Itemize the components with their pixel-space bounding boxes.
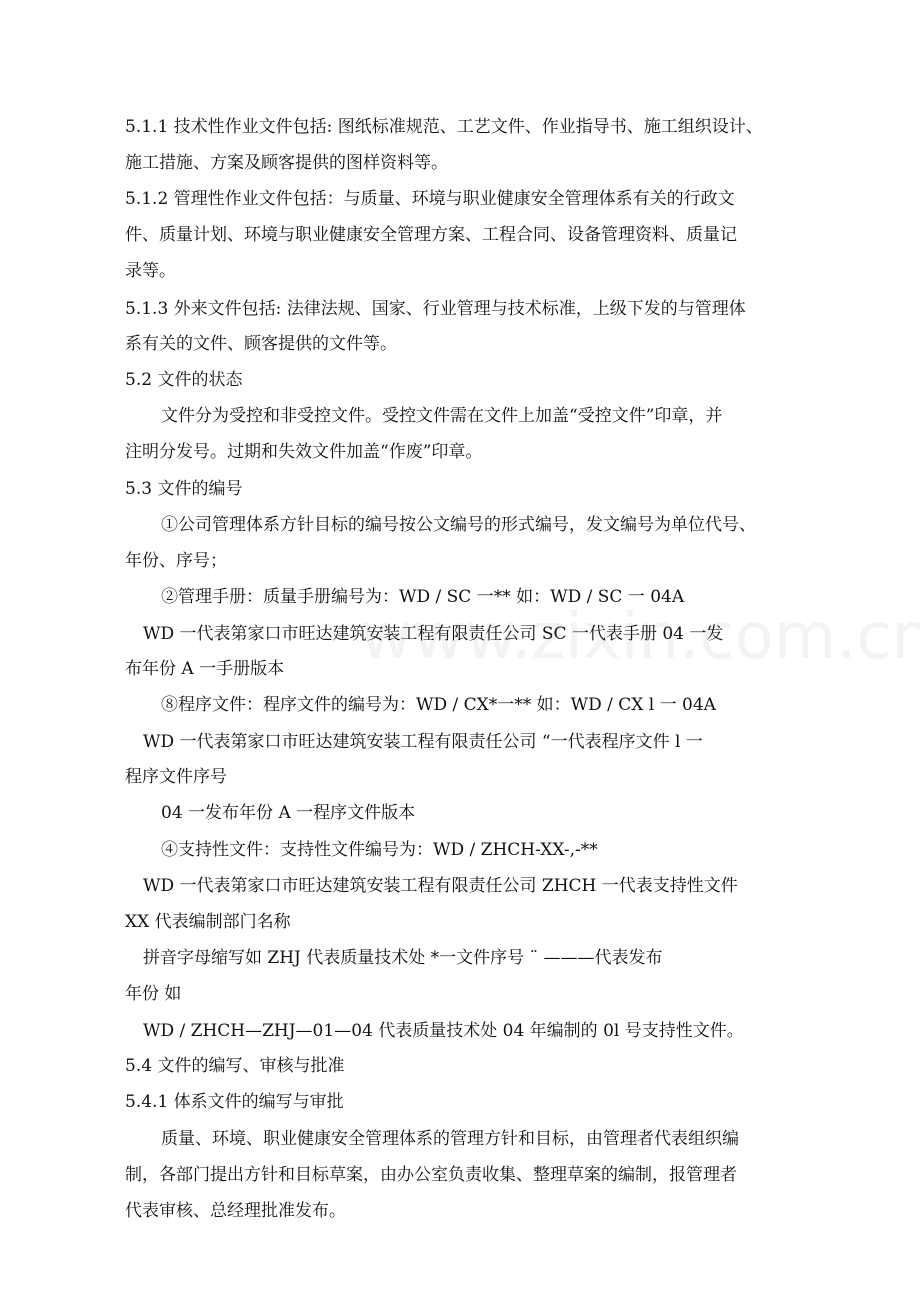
text-line: XX 代表编制部门名称 (125, 912, 291, 932)
section-heading: 5.2 文件的状态 (125, 370, 243, 390)
text-line: ①公司管理体系方针目标的编号按公文编号的形式编号，发文编号为单位代号、 (161, 515, 756, 535)
text-line: 注明分发号。过期和失效文件加盖“作废”印章。 (125, 442, 483, 462)
section-heading: 5.4 文件的编写、审核与批准 (125, 1056, 345, 1076)
section-heading: 5.3 文件的编号 (125, 479, 243, 499)
text-line: 5.1.1 技术性作业文件包括: 图纸标准规范、工艺文件、作业指导书、施工组织设计、 (125, 117, 763, 137)
text-line: ⑧程序文件：程序文件的编号为：WD / CX*一** 如：WD / CX l 一 04A (161, 695, 716, 715)
text-line: 代表审核、总经理批准发布。 (125, 1201, 346, 1221)
text-line: WD 一代表第家口市旺达建筑安装工程有限责任公司 ZHCH 一代表支持性文件 (143, 876, 738, 896)
text-line: 系有关的文件、顾客提供的文件等。 (125, 334, 397, 354)
text-line: WD / ZHCH—ZHJ—01—04 代表质量技术处 04 年编制的 0l 号支持性文件。 (143, 1021, 744, 1041)
text-line: 质量、环境、职业健康安全管理体系的管理方针和目标，由管理者代表组织编 (161, 1129, 739, 1149)
text-line: 程序文件序号 (125, 767, 227, 787)
text-line: 制，各部门提出方针和目标草案，由办公室负责收集、整理草案的编制，报管理者 (125, 1165, 737, 1185)
text-line: 5.1.2 管理性作业文件包括：与质量、环境与职业健康安全管理体系有关的行政文 (125, 189, 735, 209)
text-line: 文件分为受控和非受控文件。受控文件需在文件上加盖“受控文件”印章，并 (161, 406, 723, 426)
text-line: 布年份 A 一手册版本 (125, 659, 285, 679)
text-line: ④支持性文件：支持性文件编号为：WD / ZHCH-XX-,-** (161, 840, 598, 860)
text-line: WD 一代表第家口市旺达建筑安装工程有限责任公司 SC 一代表手册 04 一发 (143, 624, 724, 644)
text-line: 04 一发布年份 A 一程序文件版本 (161, 803, 416, 823)
text-line: 拼音字母缩写如 ZHJ 代表质量技术处 *一文件序号 ¨ ———代表发布 (143, 948, 663, 968)
text-line: WD 一代表第家口市旺达建筑安装工程有限责任公司 “一代表程序文件 l 一 (143, 732, 703, 752)
section-heading: 5.4.1 体系文件的编写与审批 (125, 1092, 344, 1112)
text-line: ②管理手册：质量手册编号为：WD / SC 一** 如：WD / SC 一 04A (161, 587, 685, 607)
text-line: 5.1.3 外来文件包括: 法律法规、国家、行业管理与技术标准，上级下发的与管理体 (125, 299, 746, 319)
text-line: 年份 如 (125, 984, 182, 1004)
text-line: 年份、序号； (125, 551, 227, 571)
text-line: 施工措施、方案及顾客提供的图样资料等。 (125, 153, 448, 173)
text-line: 件、质量计划、环境与职业健康安全管理方案、工程合同、设备管理资料、质量记 (125, 225, 737, 245)
text-line: 录等。 (125, 261, 176, 281)
